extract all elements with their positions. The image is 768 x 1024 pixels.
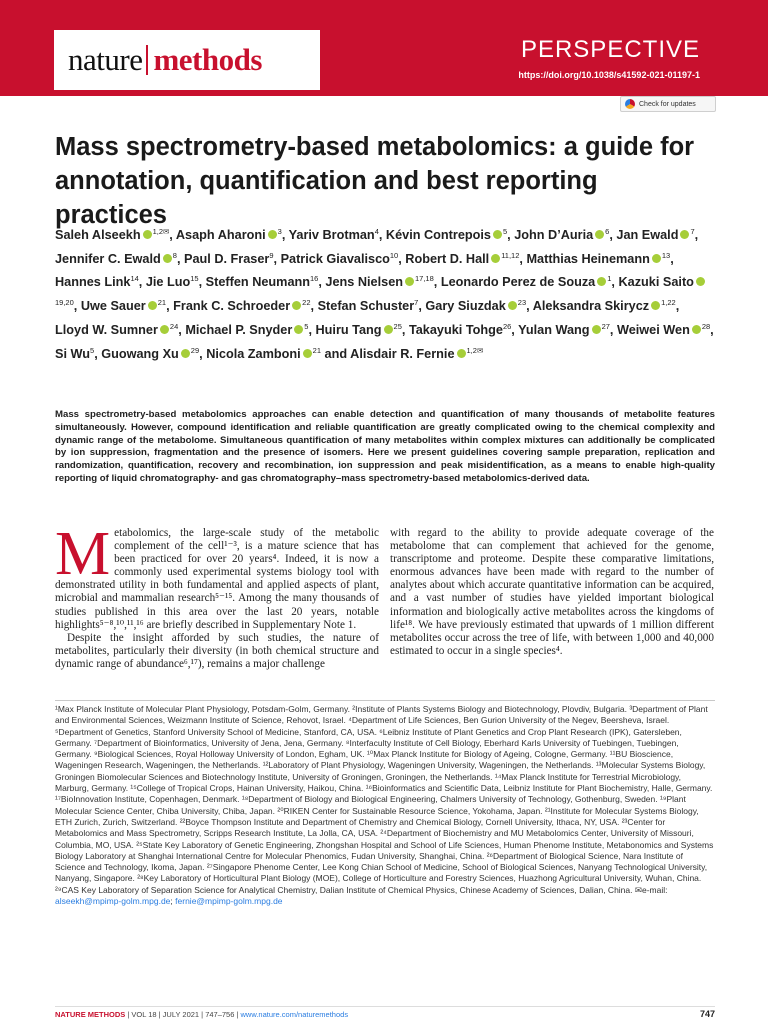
orcid-icon[interactable]: [163, 254, 172, 263]
author-separator: ,: [507, 228, 515, 242]
author-separator: ,: [511, 322, 519, 337]
author-separator: ,: [694, 228, 699, 242]
author-affiliation-marker: 24: [169, 321, 179, 331]
orcid-icon[interactable]: [294, 325, 303, 334]
author-list: [55, 222, 715, 364]
footer-url-link[interactable]: www.nature.com/naturemethods: [240, 1010, 349, 1019]
orcid-icon[interactable]: [597, 277, 606, 286]
author-separator: ,: [178, 322, 186, 337]
orcid-icon[interactable]: [651, 301, 660, 310]
footer-divider: [55, 1006, 715, 1007]
orcid-icon[interactable]: [595, 230, 604, 239]
body-paragraph: with regard to the ability to provide adequate coverage of the metabolome that can complement that achieved for the genome, transcriptome and proteome. Despite these comparative limitations, enormous advances have been made with regard to the number of analytes about which accurate quantitative information can be acquired, and a vast number of studies have yielded important biological information and biologically active metabolites across the kingdoms of life¹⁸. We have previously estimated that upwards of 1 million different metabolites occur across the tree of life, with between 1,000 and 40,000 estimated to occur in a single species⁴.: [390, 527, 714, 657]
author-separator: ,: [670, 251, 674, 266]
author-affiliation-marker: 13: [661, 250, 671, 260]
author-name[interactable]: Matthias Heinemann: [526, 251, 650, 266]
author-affiliation-marker: 5: [304, 321, 309, 331]
orcid-icon[interactable]: [405, 277, 414, 286]
author-separator: ,: [94, 346, 102, 361]
orcid-icon[interactable]: [457, 349, 466, 358]
author-separator: ,: [73, 299, 81, 314]
author-affiliation-marker: 21: [312, 345, 322, 355]
author-affiliation-marker: 9: [269, 250, 274, 260]
author-name[interactable]: Paul D. Fraser: [184, 251, 270, 266]
author-separator: ,: [310, 299, 318, 314]
orcid-icon[interactable]: [384, 325, 393, 334]
affiliations: [55, 704, 715, 907]
author-name[interactable]: Yulan Wang: [518, 322, 590, 337]
author-separator: ,: [611, 275, 619, 290]
author-affiliation-marker: 19,20: [55, 298, 74, 308]
affiliations-divider: [55, 700, 715, 701]
author-name[interactable]: Takayuki Tohge: [408, 322, 503, 337]
author-name[interactable]: Kazuki Saito: [618, 275, 694, 290]
author-separator: ,: [675, 299, 680, 314]
author-name[interactable]: Aleksandra Skirycz: [532, 299, 650, 314]
author-name[interactable]: Jennifer C. Ewald: [55, 251, 161, 266]
body-paragraph: Despite the insight afforded by such studies, the nature of metabolites, particularly their diversity (in both chemical structure and dynamic range of abundance⁶,¹⁷), remains a major challenge: [55, 631, 379, 670]
author-affiliation-marker: 17,18: [415, 274, 434, 284]
orcid-icon[interactable]: [303, 349, 312, 358]
author-separator: ,: [176, 251, 184, 266]
author-separator: ,: [166, 299, 174, 314]
author-separator: ,: [433, 275, 441, 290]
body-column-left: [55, 520, 379, 671]
author-affiliation-marker: 11,12: [501, 250, 520, 260]
author-separator: ,: [418, 299, 426, 314]
author-separator: ,: [138, 275, 146, 290]
author-separator: ,: [526, 299, 533, 314]
author-affiliation-marker: 1: [607, 274, 612, 284]
author-affiliation-marker: 7: [690, 227, 695, 236]
author-name[interactable]: Patrick Giavalisco: [280, 251, 390, 266]
author-name[interactable]: Alisdair R. Fernie: [350, 346, 455, 361]
article-type-label: PERSPECTIVE: [520, 36, 700, 63]
email-separator: ;: [170, 896, 173, 907]
author-affiliation-marker: 5: [502, 227, 508, 236]
author-affiliation-marker: 27: [601, 321, 610, 331]
author-name[interactable]: Saleh Alseekh: [55, 228, 141, 242]
author-name[interactable]: Asaph Aharoni: [175, 228, 266, 242]
footer-issue-info: | VOL 18 | JULY 2021 | 747–756 |: [125, 1010, 241, 1019]
author-name[interactable]: Stefan Schuster: [317, 299, 415, 314]
orcid-icon[interactable]: [592, 325, 601, 334]
footer-journal-name: NATURE METHODS: [55, 1010, 126, 1019]
orcid-icon[interactable]: [680, 230, 689, 239]
author-separator: ,: [169, 228, 176, 242]
author-separator: and: [321, 346, 351, 361]
author-affiliation-marker: 25: [393, 321, 402, 331]
logo-methods-text: methods: [153, 42, 262, 77]
logo-nature-text: nature: [68, 42, 143, 77]
author-separator: ,: [401, 322, 409, 337]
author-affiliation-marker: 28: [701, 321, 711, 331]
author-separator: ,: [273, 251, 281, 266]
author-name[interactable]: Jie Luo: [145, 275, 191, 290]
author-name[interactable]: Nicola Zamboni: [206, 346, 301, 361]
author-affiliation-marker: 1,22: [661, 298, 676, 308]
abstract: Mass spectrometry-based metabolomics approaches can enable detection and quantification of many thousands of metabolite features simultaneously. However, compound identification and reliable quantification are greatly complicated owing to the chemical complexity and dynamic range of the metabolome. Simultaneous quantification of many metabolites within complex mixtures can additionally be complicated by ion suppression, fragmentation and the presence of isomers. Here we present guidelines covering sample preparation, replication and randomization, quantification, recovery and recombination, ion suppression and peak misidentification, as a means to enable high-quality reporting of liquid chromatography- and gas chromatography–mass spectrometry-based metabolomics-derived data.: [55, 409, 715, 484]
email-link-fernie[interactable]: fernie@mpimp-golm.mpg.de: [175, 896, 283, 907]
author-affiliation-marker: 22: [302, 298, 311, 308]
article-title: Mass spectrometry-based metabolomics: a guide for annotation, quantification and best reporting practices: [55, 133, 695, 229]
author-name[interactable]: Uwe Sauer: [80, 299, 146, 314]
author-affiliation-marker: 29: [190, 345, 200, 355]
orcid-icon[interactable]: [491, 254, 500, 263]
page-footer: [55, 1010, 348, 1019]
author-name[interactable]: John D’Auria: [514, 228, 594, 242]
author-affiliation-marker: 14: [130, 274, 139, 284]
journal-logo[interactable]: [54, 30, 320, 90]
author-name[interactable]: Steffen Neumann: [205, 275, 311, 290]
orcid-icon[interactable]: [268, 230, 277, 239]
author-name[interactable]: Gary Siuzdak: [425, 299, 506, 314]
author-separator: ,: [519, 251, 527, 266]
author-affiliation-marker: 1,2✉: [152, 227, 170, 236]
author-separator: ,: [318, 275, 326, 290]
header-bar: [0, 0, 768, 96]
author-affiliation-marker: 15: [190, 274, 199, 284]
body-paragraph: etabolomics, the large-scale study of the metabolic complement of the cell¹⁻³, is a mature science that has been practiced for over 20 years⁴. Indeed, it is now a commonly used experimental systems biology tool with demonstrated utility in both fundamental and applied aspects of plant, microbial and mammalian research⁵⁻¹⁵. Among the many thousands of studies published in this area over the last 20 years, notable highlights⁵⁻⁸,¹⁰,¹¹,¹⁶ are briefly described in Supplementary Note 1.: [55, 527, 379, 631]
doi-link[interactable]: https://doi.org/10.1038/s41592-021-01197-1: [518, 70, 700, 80]
author-affiliation-marker: 8: [172, 250, 177, 260]
affiliations-text: ¹Max Planck Institute of Molecular Plant Physiology, Potsdam-Golm, Germany. ²Institute of Plants Systems Biology and Biotechnology, Plovdiv, Bulgaria. ³Department of Plant and Environmental Sciences, Weizmann Institute of Science, Rehovot, Israel. ⁴Department of Life Sciences, Ben Gurion University of the Negev, Beersheva, Israel. ⁵Department of Genetics, Stanford University School of Medicine, Stanford, CA, USA. ⁶Leibniz Institute of Plant Genetics and Crop Plant Research (IPK), Gatersleben, Germany. ⁷Department of Bioinformatics, University of Jena, Jena, Germany. ⁸Interfaculty Institute of Cell Biology, Eberhard Karls University of Tuebingen, Tuebingen, Germany. ⁹Biological Sciences, Royal Holloway University of London, Egham, UK. ¹⁰Max Planck Institute for Biology of Ageing, Cologne, Germany. ¹¹BU Bioscience, Wageningen Research, Wageningen, the Netherlands. ¹²Laboratory of Plant Physiology, Wageningen University, Wageningen, the Netherlands. ¹³Molecular Systems Biology, Groningen Biomolecular Sciences and Biotechnology Institute, University of Groningen, Groningen, the Netherlands. ¹⁴Max Planck Institute for Terrestrial Microbiology, Marburg, Germany. ¹⁵College of Tropical Crops, Hainan University, Haikou, China. ¹⁶Bioinformatics and Scientific Data, Leibniz Institute for Plant Biochemistry, Halle, Germany. ¹⁷BioInnovation Institute, Copenhagen, Denmark. ¹⁸Department of Biology and Biological Engineering, Chalmers University of Technology, Gothenburg, Sweden. ¹⁹Plant Molecular Science Center, Chiba University, Chiba, Japan. ²⁰RIKEN Center for Sustainable Resource Science, Yokohama, Japan. ²¹Institute for Molecular Systems Biology, ETH Zurich, Zurich, Switzerland. ²²Boyce Thompson Institute and Department of Chemistry and Chemical Biology, Cornell University, Ithaca, NY, USA. ²³Center for Metabolomics and Mass Spectrometry, Scripps Research Institute, La Jolla, CA, USA. ²⁴Department of Biochemistry and MU Metabolomics Center, University of Missouri, Columbia, MO, USA. ²⁵State Key Laboratory of Genetic Engineering, Zhongshan Hospital and School of Life Sciences, Human Phenome Institute, Metabonomics and Systems Biology Laboratory at Shanghai International Centre for Molecular Phenomics, Fudan University, Shanghai, China. ²⁶Department of Biological Science, Nara Institute of Science and Technology, Ikoma, Japan. ²⁷Singapore Phenome Center, Lee Kong Chian School of Medicine, School of Biological Sciences, Nanyang Technological University, Nanyang, Singapore. ²⁸Key Laboratory of Horticultural Plant Biology (MOE), College of Horticulture and Forestry Sciences, Huazhong Agricultural University, Wuhan, China. ²⁹CAS Key Laboratory of Separation Science for Analytical Chemistry, Dalian Institute of Chemical Physics, Chinese Academy of Sciences, Dalian, China. ✉e-mail:: [55, 704, 714, 895]
author-separator: ,: [281, 228, 289, 242]
author-affiliation-marker: 6: [605, 227, 610, 236]
author-name[interactable]: Robert D. Hall: [405, 251, 490, 266]
author-name[interactable]: Frank C. Schroeder: [173, 299, 291, 314]
crossmark-icon: [625, 99, 635, 109]
author-name[interactable]: Michael P. Snyder: [185, 322, 293, 337]
orcid-icon[interactable]: [652, 254, 661, 263]
author-name[interactable]: Yariv Brotman: [288, 228, 375, 242]
author-name[interactable]: Hannes Link: [55, 275, 131, 290]
orcid-icon[interactable]: [292, 301, 301, 310]
author-separator: ,: [378, 228, 386, 242]
author-separator: ,: [198, 275, 206, 290]
author-affiliation-marker: 1,2✉: [466, 345, 484, 355]
author-name[interactable]: Weiwei Wen: [616, 322, 690, 337]
author-name[interactable]: Si Wu: [55, 346, 91, 361]
logo-separator: [146, 45, 148, 75]
check-for-updates-label: Check for updates: [639, 100, 696, 108]
author-affiliation-marker: 16: [310, 274, 319, 284]
orcid-icon[interactable]: [143, 230, 152, 239]
author-affiliation-marker: 23: [517, 298, 527, 308]
author-name[interactable]: Kévin Contrepois: [385, 228, 491, 242]
drop-cap: M: [55, 520, 111, 588]
orcid-icon[interactable]: [692, 325, 701, 334]
author-separator: ,: [308, 322, 316, 337]
author-affiliation-marker: 3: [277, 227, 282, 236]
page-number: 747: [699, 1009, 715, 1019]
author-name[interactable]: Lloyd W. Sumner: [55, 322, 158, 337]
orcid-icon[interactable]: [148, 301, 157, 310]
author-separator: ,: [398, 251, 406, 266]
author-name[interactable]: Jan Ewald: [616, 228, 679, 242]
author-separator: ,: [609, 228, 617, 242]
author-name[interactable]: Jens Nielsen: [325, 275, 403, 290]
author-affiliation-marker: 10: [389, 250, 399, 260]
author-affiliation-marker: 21: [157, 298, 167, 308]
author-name[interactable]: Guowang Xu: [101, 346, 179, 361]
author-name[interactable]: Huiru Tang: [315, 322, 382, 337]
orcid-icon[interactable]: [493, 230, 502, 239]
body-column-right: [390, 527, 714, 658]
check-for-updates-button[interactable]: [620, 96, 716, 112]
author-affiliation-marker: 4: [374, 227, 379, 236]
author-affiliation-marker: 7: [414, 298, 419, 308]
author-name[interactable]: Leonardo Perez de Souza: [440, 275, 596, 290]
orcid-icon[interactable]: [181, 349, 190, 358]
author-separator: ,: [199, 346, 207, 361]
orcid-icon[interactable]: [696, 277, 705, 286]
email-link-alseekh[interactable]: alseekh@mpimp-golm.mpg.de: [55, 896, 171, 907]
author-separator: ,: [609, 322, 617, 337]
orcid-icon[interactable]: [160, 325, 169, 334]
author-affiliation-marker: 5: [90, 345, 95, 355]
author-separator: ,: [710, 322, 714, 337]
author-affiliation-marker: 26: [502, 321, 512, 331]
orcid-icon[interactable]: [508, 301, 517, 310]
